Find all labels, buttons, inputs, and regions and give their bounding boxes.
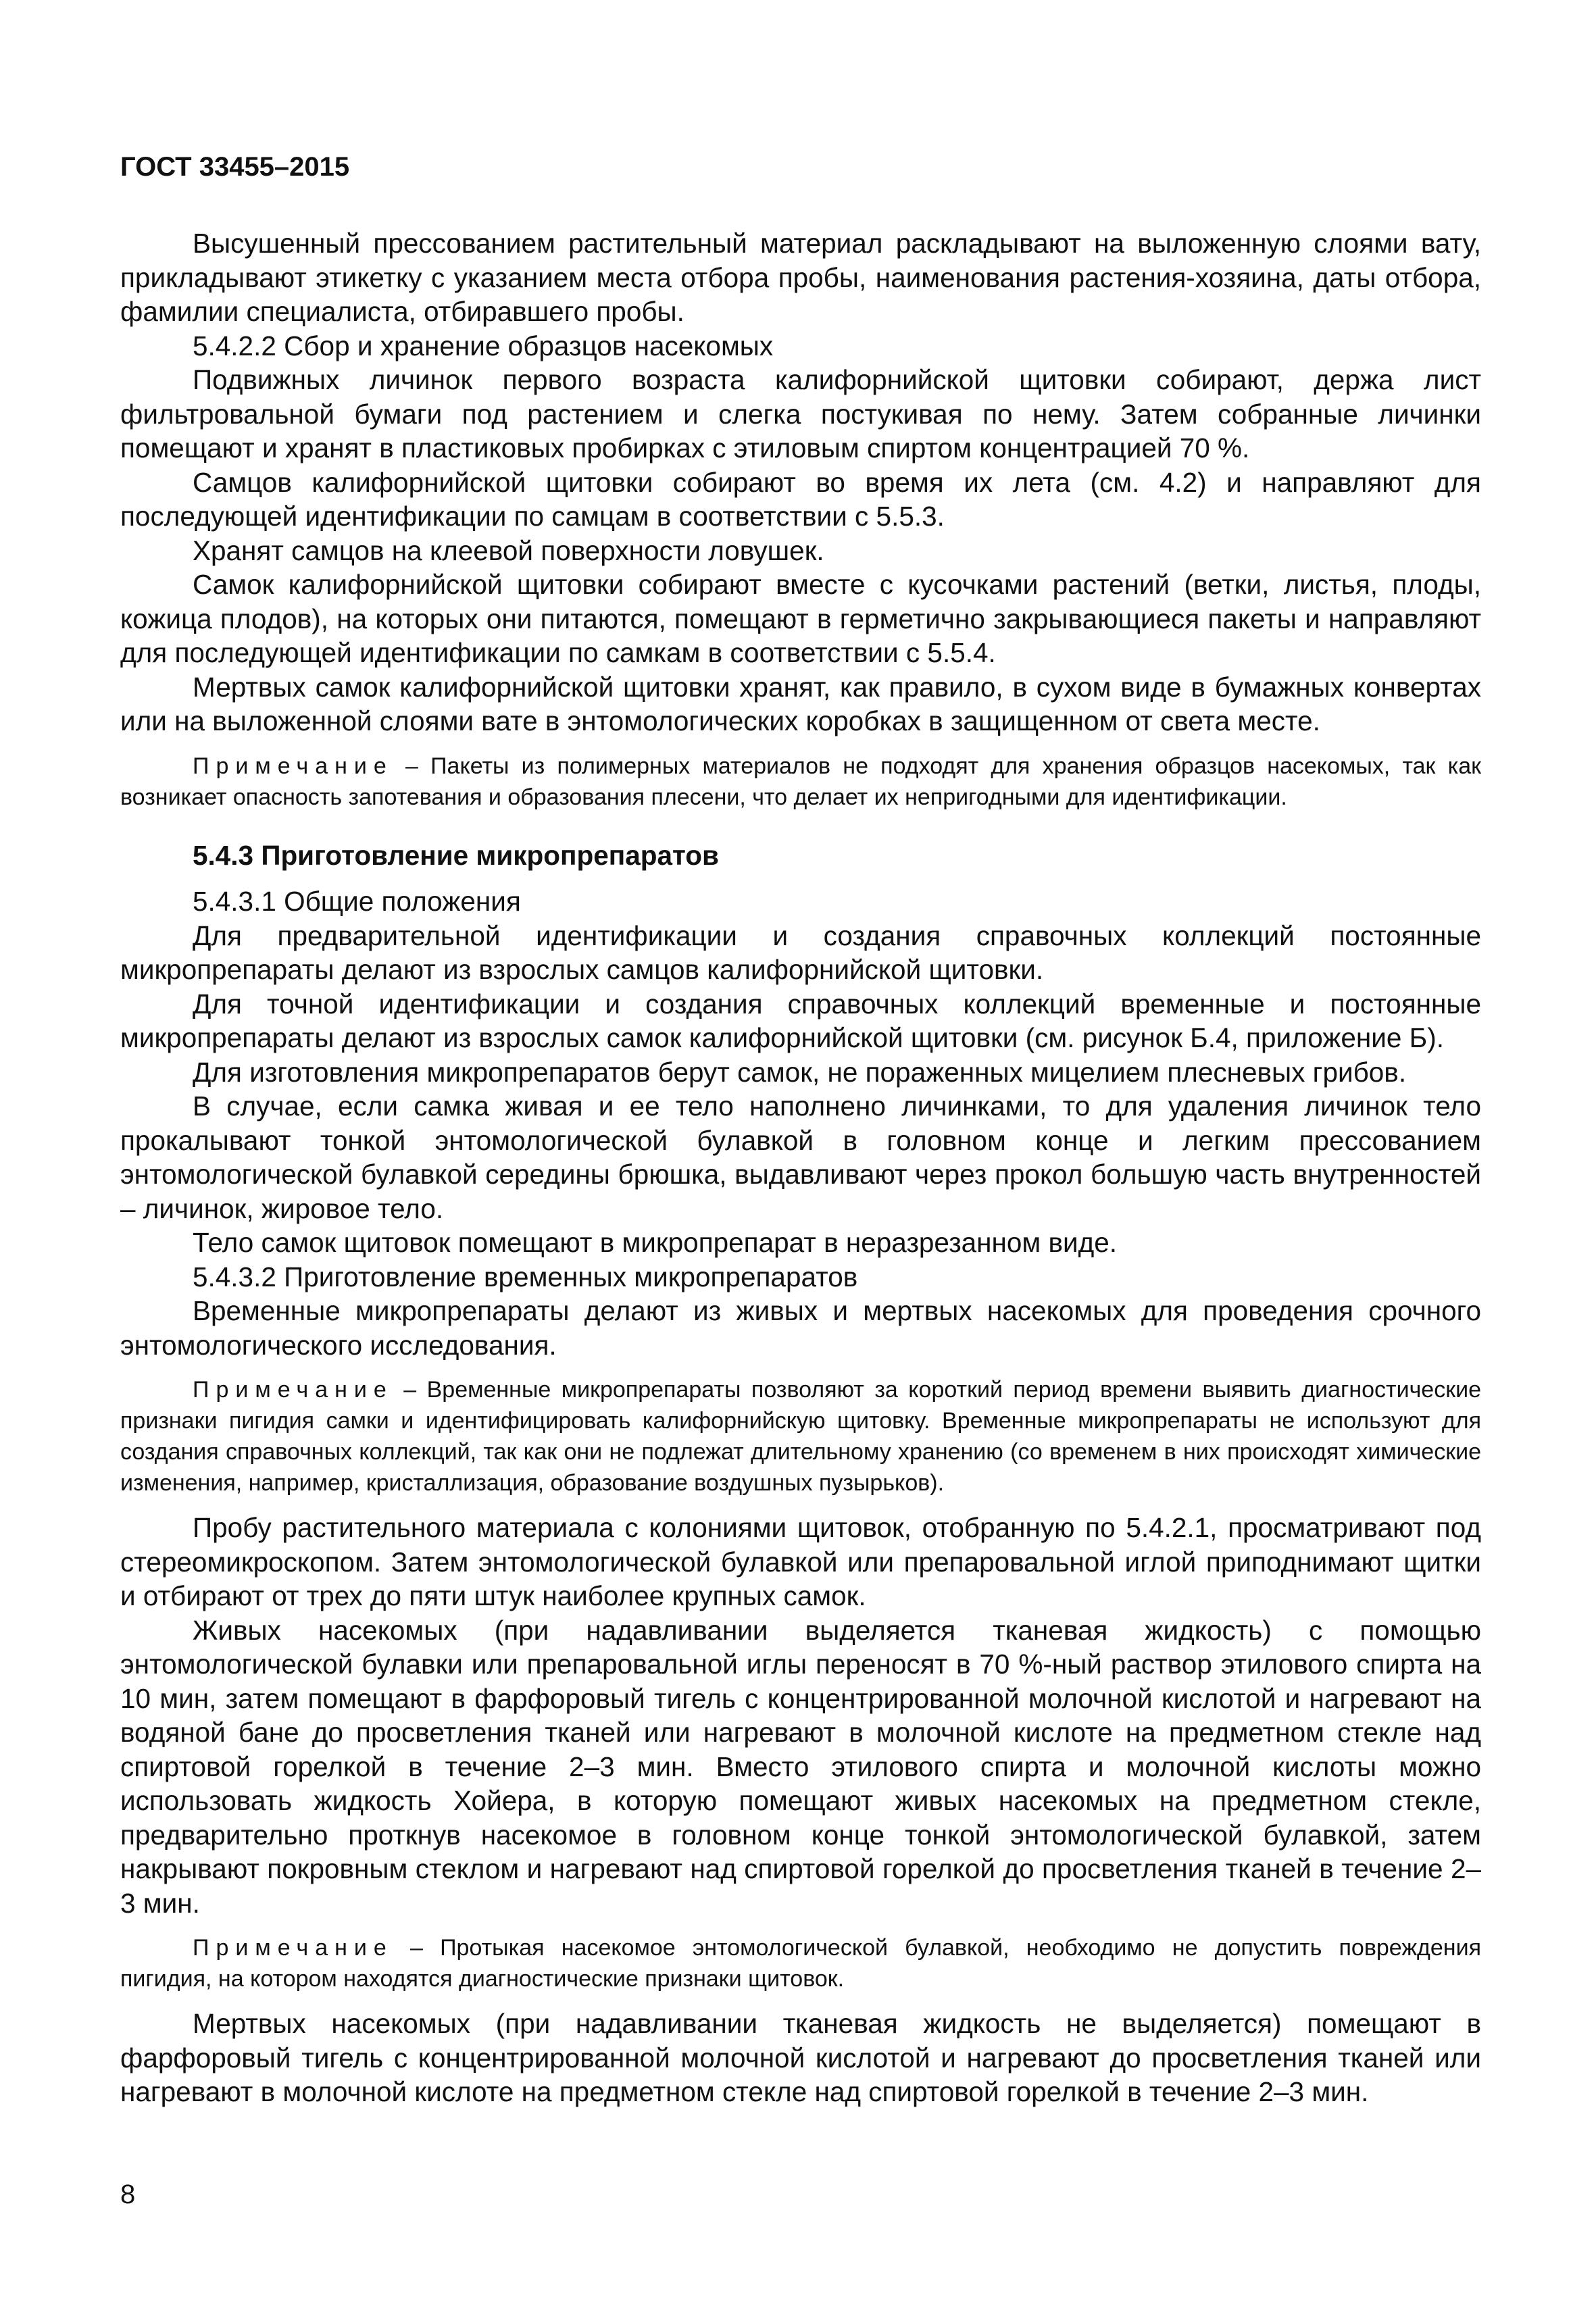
section-number-5-4-2-2: 5.4.2.2 Сбор и хранение образцов насекомых xyxy=(193,330,774,361)
paragraph: Мертвых насекомых (при надавливании тканевая жидкость не выделяется) помещают в фарфоровый тигель с концентрированной молочной кислотой и нагревают до просветления тканей или нагревают в молочной кислоте на предметном стекле над спиртовой горелкой в течение 2–3 мин. xyxy=(120,2008,1481,2107)
document-header: ГОСТ 33455–2015 xyxy=(120,152,350,182)
paragraph: Подвижных личинок первого возраста калифорнийской щитовки собирают, держа лист фильтровальной бумаги под растением и слегка постукивая по нему. Затем собранные личинки помещают и хранят в пластиковых пробирках с этиловым спиртом концентрацией 70 %. xyxy=(120,364,1481,463)
section-heading-5-4-3: 5.4.3 Приготовление микропрепаратов xyxy=(193,839,719,871)
paragraph: Временные микропрепараты делают из живых и мертвых насекомых для проведения срочного энтомологического исследования. xyxy=(120,1295,1481,1361)
paragraph: Хранят самцов на клеевой поверхности ловушек. xyxy=(193,534,824,566)
paragraph: Самцов калифорнийской щитовки собирают во время их лета (см. 4.2) и направляют для последующей идентификации по самцам в соответствии с 5.5.3. xyxy=(120,466,1481,532)
page-number: 8 xyxy=(120,2180,136,2209)
paragraph: Высушенный прессованием растительный материал раскладывают на выложенную слоями вату, прикладывают этикетку с указанием места отбора пробы, наименования растения-хозяина, даты отбора, фамилии специалиста, отбиравшего пробы. xyxy=(120,228,1481,327)
paragraph: Живых насекомых (при надавливании выделяется тканевая жидкость) с помощью энтомологической булавки или препаровальной иглы переносят в 70 %-ный раствор этилового спирта на 10 мин, затем помещают в фарфоровый тигель с концентрированной молочной кислотой и нагревают на водяной бане до просветления тканей или нагревают в молочной кислоте на предметном стекле над спиртовой горелкой в течение 2–3 мин. Вместо этилового спирта и молочной кислоты можно использовать жидкость Хойера, в которую помещают живых насекомых на предметном стекле, предварительно проткнув насекомое в головном конце тонкой энтомологической булавкой, затем накрывают покровным стеклом и нагревают над спиртовой горелкой до просветления тканей в течение 2–3 мин. xyxy=(120,1614,1481,1919)
note-label: Примечание xyxy=(193,1377,393,1403)
note-text: – Протыкая насекомое энтомологической булавкой, необходимо не допустить повреждения пигидия, на котором находятся диагностические признаки щитовок. xyxy=(120,1935,1481,1992)
document-body xyxy=(120,226,1481,2109)
paragraph: Самок калифорнийской щитовки собирают вместе с кусочками растений (ветки, листья, плоды, кожица плодов), на которых они питаются, помещают в герметично закрывающиеся пакеты и направляют для последующей идентификации по самкам в соответствии с 5.5.4. xyxy=(120,569,1481,668)
note-text: – Пакеты из полимерных материалов не подходят для хранения образцов насекомых, так как возникает опасность запотевания и образования плесени, что делает их непригодными для идентификации. xyxy=(120,753,1481,810)
paragraph: Тело самок щитовок помещают в микропрепарат в неразрезанном виде. xyxy=(193,1227,1118,1258)
note-3 xyxy=(120,1932,1481,1994)
note-text: – Временные микропрепараты позволяют за короткий период времени выявить диагностические признаки пигидия самки и идентифицировать калифорнийскую щитовку. Временные микропрепараты не используют для создания справочных коллекций, так как они не подлежат длительному хранению (со временем в них происходят химические изменения, например, кристаллизация, образование воздушных пузырьков). xyxy=(120,1377,1481,1496)
note-2 xyxy=(120,1374,1481,1499)
note-label: Примечание xyxy=(193,1935,393,1961)
paragraph: В случае, если самка живая и ее тело наполнено личинками, то для удаления личинок тело прокалывают тонкой энтомологической булавкой в головном конце и легким прессованием энтомологической булавкой середины брюшка, выдавливают через прокол большую часть внутренностей – личинок, жировое тело. xyxy=(120,1090,1481,1224)
paragraph: Мертвых самок калифорнийской щитовки хранят, как правило, в сухом виде в бумажных конвертах или на выложенной слоями вате в энтомологических коробках в защищенном от света месте. xyxy=(120,671,1481,736)
paragraph: Для изготовления микропрепаратов берут самок, не пораженных мицелием плесневых грибов. xyxy=(193,1056,1407,1088)
section-number-5-4-3-1: 5.4.3.1 Общие положения xyxy=(193,886,521,917)
note-1 xyxy=(120,751,1481,813)
paragraph: Для точной идентификации и создания справочных коллекций временные и постоянные микропрепараты делают из взрослых самок калифорнийской щитовки (см. рисунок Б.4, приложение Б). xyxy=(120,988,1481,1053)
section-number-5-4-3-2: 5.4.3.2 Приготовление временных микропрепаратов xyxy=(193,1261,858,1292)
note-label: Примечание xyxy=(193,753,393,779)
paragraph: Пробу растительного материала с колониями щитовок, отобранную по 5.4.2.1, просматривают под стереомикроскопом. Затем энтомологической булавкой или препаровальной иглой приподнимают щитки и отбирают от трех до пяти штук наиболее крупных самок. xyxy=(120,1512,1481,1611)
paragraph: Для предварительной идентификации и создания справочных коллекций постоянные микропрепараты делают из взрослых самцов калифорнийской щитовки. xyxy=(120,920,1481,985)
